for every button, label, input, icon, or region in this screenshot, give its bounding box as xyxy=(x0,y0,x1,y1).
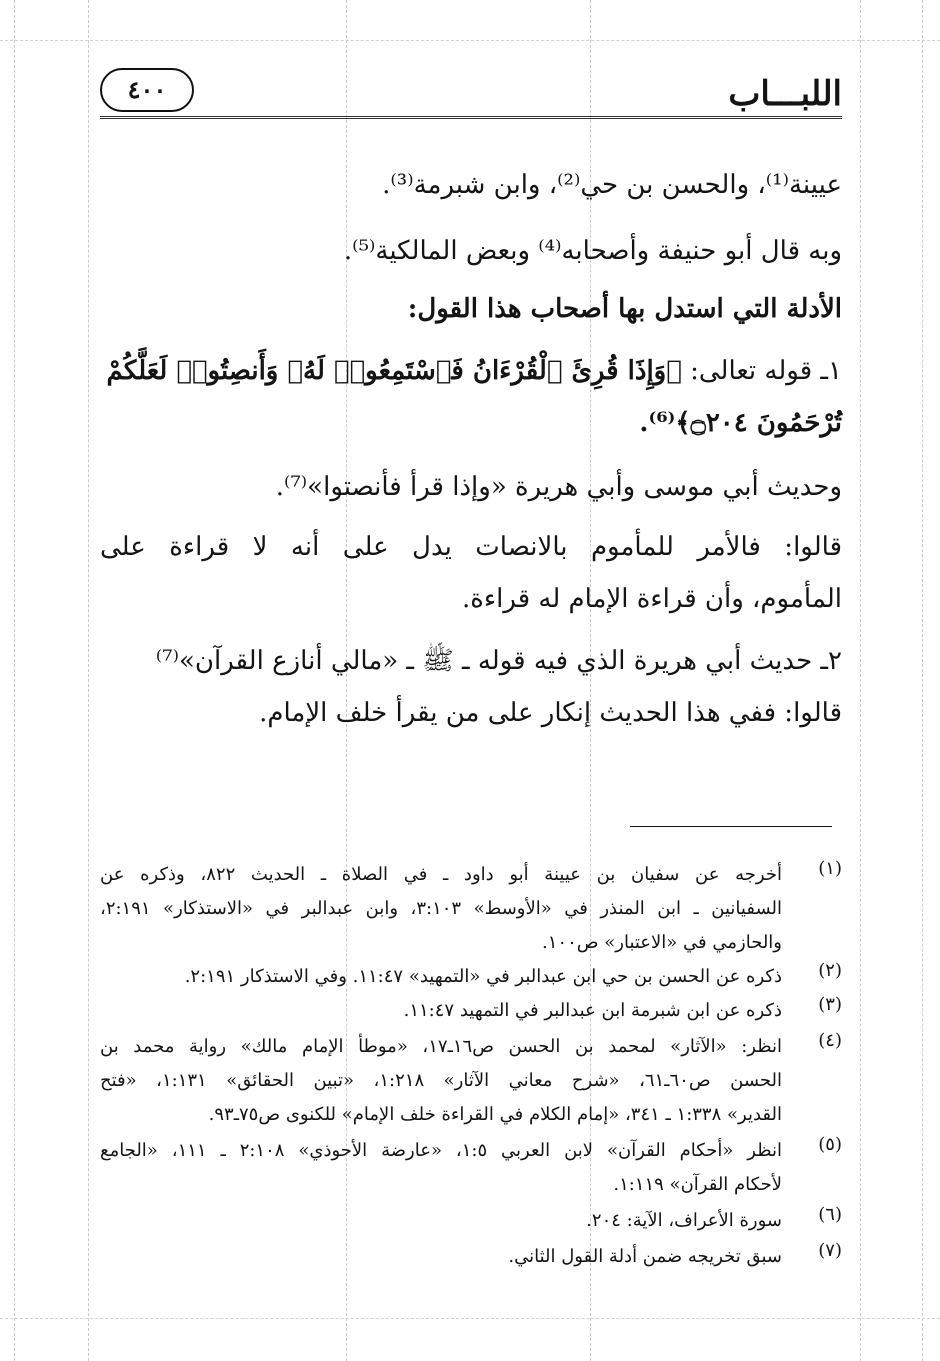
evidence-one xyxy=(100,356,842,386)
footnote-line: ذكره عن ابن شبرمة ابن عبدالبر في التمهيد ١١:٤٧. xyxy=(403,1000,782,1021)
footnote-number: (٣) xyxy=(818,994,842,1015)
book-title: اللبـــاب xyxy=(728,74,842,114)
section-heading: الأدلة التي استدل بها أصحاب هذا القول: xyxy=(407,294,842,324)
footnote-line: سبق تخريجه ضمن أدلة القول الثاني. xyxy=(508,1246,782,1267)
body-line: وبه قال أبو حنيفة وأصحابه⁽⁴⁾ وبعض المالكية⁽⁵⁾. xyxy=(343,236,842,266)
scan-guide xyxy=(0,1318,940,1319)
footnote-line: الحسن ص٦٠ـ٦١، «شرح معاني الآثار» ١:٢١٨، «تبين الحقائق» ١:١٣١، «فتح xyxy=(100,1070,782,1091)
scan-guide xyxy=(0,40,940,41)
evidence-one-prefix: ١ـ قوله تعالى: xyxy=(690,356,842,386)
footnote-number: (٦) xyxy=(818,1204,842,1225)
scan-guide xyxy=(14,0,15,1361)
footnote-separator xyxy=(630,826,832,827)
header-rule xyxy=(100,116,842,119)
footnote-number: (١) xyxy=(818,858,842,879)
quran-verse: ﴿وَإِذَا قُرِئَ ٱلْقُرْءَانُ فَٱسْتَمِعُوا۟ لَهُۥ وَأَنصِتُوا۟ لَعَلَّكُمْ xyxy=(106,356,682,386)
footnote-number: (٤) xyxy=(818,1030,842,1051)
footnote-number: (٢) xyxy=(818,960,842,981)
footnote-number: (٥) xyxy=(818,1134,842,1155)
evidence-two: ٢ـ حديث أبي هريرة الذي فيه قوله ـ ﷺ ـ «مالي أنازع القرآن»⁽⁷⁾ xyxy=(155,646,842,676)
footnote-number: (٧) xyxy=(818,1240,842,1261)
scan-guide xyxy=(860,0,861,1361)
body-line: قالوا: فالأمر للمأموم بالانصات يدل على أنه لا قراءة على xyxy=(100,532,842,562)
footnote-line: أخرجه عن سفيان بن عيينة أبو داود ـ في الصلاة ـ الحديث ٨٢٢، وذكره عن xyxy=(100,864,782,885)
scan-guide xyxy=(922,0,923,1361)
body-line: قالوا: ففي هذا الحديث إنكار على من يقرأ خلف الإمام. xyxy=(259,698,842,728)
footnote-line: السفيانين ـ ابن المنذر في «الأوسط» ٣:١٠٣، وابن عبدالبر في «الاستذكار» ٢:١٩١، xyxy=(100,898,782,919)
scan-guide xyxy=(88,0,89,1361)
page-header xyxy=(100,62,842,122)
footnote-line: سورة الأعراف، الآية: ٢٠٤. xyxy=(586,1210,782,1231)
quran-verse-end: تُرْحَمُونَ ۝٢٠٤﴾⁽⁶⁾. xyxy=(639,408,842,438)
body-line: المأموم، وأن قراءة الإمام له قراءة. xyxy=(462,584,842,614)
footnote-line: انظر: «الآثار» لمحمد بن الحسن ص١٦ـ١٧، «موطأ الإمام مالك» رواية محمد بن xyxy=(100,1036,783,1057)
body-line: عيينة⁽¹⁾، والحسن بن حي⁽²⁾، وابن شبرمة⁽³⁾. xyxy=(382,170,842,200)
footnote-line: القدير» ١:٣٣٨ ـ ٣٤١، «إمام الكلام في القراءة خلف الإمام» للكنوى ص٧٥ـ٩٣. xyxy=(208,1104,782,1125)
body-line: وحديث أبي موسى وأبي هريرة «وإذا قرأ فأنصتوا»⁽⁷⁾. xyxy=(275,472,842,502)
footnote-line: انظر «أحكام القرآن» لابن العربي ١:٥، «عارضة الأحوذي» ٢:١٠٨ ـ ١١١، «الجامع xyxy=(100,1140,783,1161)
footnote-line: لأحكام القرآن» ١:١١٩. xyxy=(613,1174,782,1195)
page-number: ٤٠٠ xyxy=(100,68,194,112)
footnote-line: ذكره عن الحسن بن حي ابن عبدالبر في «التمهيد» ١١:٤٧. وفي الاستذكار ٢:١٩١. xyxy=(184,966,782,987)
footnote-line: والحازمي في «الاعتبار» ص١٠٠. xyxy=(542,932,782,953)
